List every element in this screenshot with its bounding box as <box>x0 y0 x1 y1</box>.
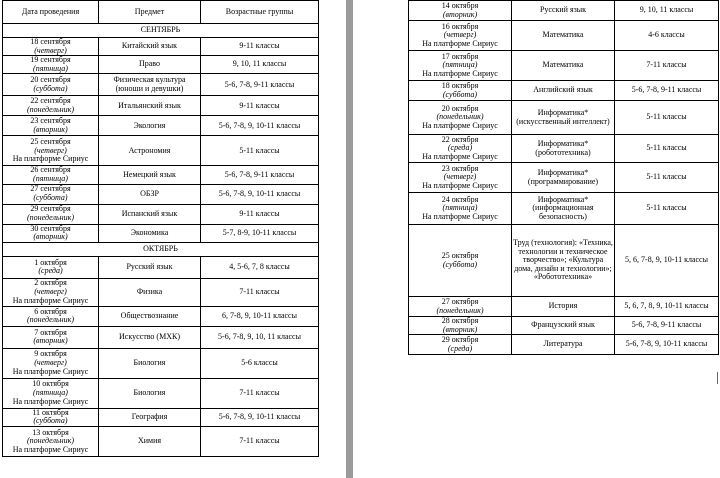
subject-cell: Экология <box>99 116 201 136</box>
subject-cell: ОБЗР <box>99 184 201 204</box>
table-row <box>409 317 719 335</box>
table-row <box>409 163 719 193</box>
date-cell <box>3 74 99 96</box>
date-text: 22 сентября <box>30 96 71 106</box>
ages-cell: 9-11 классы <box>201 38 319 56</box>
weekday-text: (четверг) <box>34 286 67 296</box>
date-cell <box>3 378 99 408</box>
subject-cell: Математика <box>512 51 615 81</box>
ages-cell: 5-6, 7-8, 9, 10-11 классы <box>201 184 319 204</box>
ages-cell: 5-11 классы <box>201 136 319 166</box>
ages-cell: 5-6, 7-8, 9, 10-11 классы <box>201 116 319 136</box>
table-row <box>3 136 319 166</box>
table-header-row <box>3 1 319 24</box>
table-row <box>409 225 719 297</box>
table-row <box>409 193 719 225</box>
weekday-text: (пятница) <box>33 63 68 73</box>
table-row <box>3 204 319 224</box>
subject-cell: Итальянский язык <box>99 96 201 116</box>
date-text: 27 октября <box>441 296 479 306</box>
weekday-text: (суббота) <box>33 416 68 426</box>
table-row <box>409 21 719 51</box>
weekday-text: (вторник) <box>442 9 478 19</box>
date-text: 17 октября <box>441 51 479 61</box>
table-row <box>3 256 319 278</box>
date-cell <box>409 335 512 355</box>
ages-cell: 4-6 классы <box>615 21 719 51</box>
ages-cell: 5-11 классы <box>615 135 719 163</box>
month-heading: СЕНТЯБРЬ <box>3 24 319 38</box>
date-text: 6 октября <box>34 306 67 316</box>
month-section-row <box>3 24 319 38</box>
date-cell <box>3 408 99 426</box>
ages-cell: 5-6, 7-8, 9-11 классы <box>201 166 319 184</box>
subject-cell: Труд (технология): «Техника, технологии и техническое творчество»; «Культура дома, дизайн и технологии»; «Робототехника» <box>512 225 615 297</box>
subject-cell: Испанский язык <box>99 204 201 224</box>
subject-cell: Физика <box>99 278 201 306</box>
subject-cell: Математика <box>512 21 615 51</box>
weekday-text: (вторник) <box>442 324 478 334</box>
table-row <box>3 306 319 326</box>
date-text: 28 октября <box>441 316 479 325</box>
weekday-text: (пятница) <box>33 387 68 397</box>
date-cell <box>3 426 99 456</box>
weekday-text: (четверг) <box>443 172 477 182</box>
date-text: 27 сентября <box>30 184 71 194</box>
subject-cell: Китайский язык <box>99 38 201 56</box>
platform-note: На платформе Сириус <box>12 396 89 406</box>
ages-cell: 4, 5-6, 7, 8 классы <box>201 256 319 278</box>
date-cell <box>3 96 99 116</box>
weekday-text: (суббота) <box>442 259 478 269</box>
date-cell <box>3 116 99 136</box>
table-row <box>3 38 319 56</box>
date-text: 1 октября <box>34 257 67 267</box>
ages-cell: 5-11 классы <box>615 101 719 135</box>
ages-cell: 5-11 классы <box>615 163 719 193</box>
date-text: 16 октября <box>441 21 479 31</box>
date-text: 22 октября <box>441 134 479 144</box>
date-text: 11 октября <box>32 408 69 417</box>
date-text: 13 октября <box>32 427 69 437</box>
platform-note: На платформе Сириус <box>422 120 498 130</box>
ages-cell: 5-6, 7-8, 9-11 классы <box>615 317 719 335</box>
platform-note: На платформе Сириус <box>12 154 89 164</box>
table-row <box>3 74 319 96</box>
ages-cell: 5, 6, 7-8, 9, 10-11 классы <box>615 225 719 297</box>
subject-cell: Литература <box>512 335 615 355</box>
ages-cell: 5-11 классы <box>615 193 719 225</box>
date-text: 20 сентября <box>30 75 71 85</box>
ages-cell: 9, 10, 11 классы <box>615 1 719 21</box>
date-cell <box>3 136 99 166</box>
page-edge-mark <box>717 372 718 384</box>
date-text: 29 октября <box>441 335 479 345</box>
ages-cell: 9, 10, 11 классы <box>201 56 319 74</box>
ages-cell: 5-6, 7-8, 9, 10-11 классы <box>201 408 319 426</box>
subject-cell: Искусство (МХК) <box>99 326 201 348</box>
subject-cell: Информатика* (программирование) <box>512 163 615 193</box>
date-text: 9 октября <box>34 349 67 359</box>
subject-cell: История <box>512 297 615 317</box>
weekday-text: (четверг) <box>34 357 67 367</box>
table-row <box>3 348 319 378</box>
date-text: 26 сентября <box>30 165 71 175</box>
date-cell <box>409 163 512 193</box>
date-text: 29 сентября <box>30 204 71 214</box>
month-section-row <box>3 242 319 256</box>
table-row <box>409 1 719 21</box>
subject-cell: Английский язык <box>512 81 615 101</box>
date-text: 18 сентября <box>30 37 71 46</box>
schedule-table-left <box>2 0 319 457</box>
platform-note: На платформе Сириус <box>422 68 498 78</box>
ages-cell: 9-11 классы <box>201 96 319 116</box>
header-subject: Предмет <box>99 1 201 24</box>
subject-cell: Физическая культура (юноши и девушки) <box>99 74 201 96</box>
table-row <box>3 116 319 136</box>
platform-note: На платформе Сириус <box>422 38 498 48</box>
weekday-text: (четверг) <box>34 45 67 55</box>
table-row <box>409 135 719 163</box>
schedule-table-right <box>408 0 719 355</box>
date-cell <box>3 326 99 348</box>
weekday-text: (суббота) <box>33 193 68 203</box>
ages-cell: 7-11 классы <box>615 51 719 81</box>
ages-cell: 6, 7-8, 9, 10-11 классы <box>201 306 319 326</box>
subject-cell: Астрономия <box>99 136 201 166</box>
weekday-text: (пятница) <box>442 203 478 213</box>
ages-cell: 5-6, 7-8, 9, 10-11 классы <box>615 335 719 355</box>
weekday-text: (понедельник) <box>436 112 484 122</box>
subject-cell: Право <box>99 56 201 74</box>
ages-cell: 9-11 классы <box>201 204 319 224</box>
table-row <box>3 184 319 204</box>
weekday-text: (понедельник) <box>436 305 484 315</box>
date-cell <box>409 1 512 21</box>
date-text: 24 октября <box>441 194 479 204</box>
subject-cell: География <box>99 408 201 426</box>
header-date: Дата проведения <box>3 1 99 24</box>
date-cell <box>409 193 512 225</box>
date-text: 2 октября <box>34 278 67 288</box>
table-row <box>3 408 319 426</box>
ages-cell: 5-6, 7-8, 9-11 классы <box>201 74 319 96</box>
date-cell <box>409 317 512 335</box>
date-cell <box>3 204 99 224</box>
subject-cell: Обществознание <box>99 306 201 326</box>
date-cell <box>409 21 512 51</box>
ages-cell: 5-6, 7-8, 9-11 классы <box>615 81 719 101</box>
table-row <box>3 166 319 184</box>
date-text: 23 сентября <box>30 116 71 126</box>
table-row <box>3 326 319 348</box>
platform-note: На платформе Сириус <box>422 151 498 161</box>
weekday-text: (вторник) <box>33 336 68 346</box>
page-gutter <box>346 0 353 478</box>
table-row <box>3 96 319 116</box>
ages-cell: 5-6 классы <box>201 348 319 378</box>
table-row <box>3 56 319 74</box>
ages-cell: 5-7, 8-9, 10-11 классы <box>201 224 319 242</box>
weekday-text: (суббота) <box>442 89 478 99</box>
platform-note: На платформе Сириус <box>12 444 89 454</box>
weekday-text: (вторник) <box>33 232 68 242</box>
date-text: 7 октября <box>34 327 67 337</box>
table-row <box>409 51 719 81</box>
date-text: 25 октября <box>441 250 479 260</box>
table-row <box>409 297 719 317</box>
platform-note: На платформе Сириус <box>12 295 89 305</box>
ages-cell: 7-11 классы <box>201 278 319 306</box>
date-cell <box>409 135 512 163</box>
schedule-table-left-body <box>3 1 319 457</box>
subject-cell: Информатика* (робототехника) <box>512 135 615 163</box>
table-row <box>3 426 319 456</box>
subject-cell: Экономика <box>99 224 201 242</box>
date-cell <box>3 278 99 306</box>
subject-cell: Информатика* (искусственный интеллект) <box>512 101 615 135</box>
platform-note: На платформе Сириус <box>422 211 498 221</box>
table-row <box>409 335 719 355</box>
date-cell <box>3 56 99 74</box>
date-cell <box>3 184 99 204</box>
table-row <box>409 101 719 135</box>
month-heading: ОКТЯБРЬ <box>3 242 319 256</box>
date-cell <box>409 297 512 317</box>
date-text: 18 октября <box>441 80 479 90</box>
date-cell <box>3 256 99 278</box>
date-text: 20 октября <box>441 103 479 113</box>
date-text: 19 сентября <box>30 55 71 65</box>
subject-cell: Химия <box>99 426 201 456</box>
ages-cell: 5, 6, 7, 8, 9, 10-11 классы <box>615 297 719 317</box>
subject-cell: Биология <box>99 378 201 408</box>
weekday-text: (пятница) <box>33 173 68 183</box>
subject-cell: Биология <box>99 348 201 378</box>
header-ages: Возрастные группы <box>201 1 319 24</box>
date-cell <box>409 225 512 297</box>
date-text: 25 сентября <box>30 136 71 146</box>
date-cell <box>3 348 99 378</box>
date-text: 23 октября <box>441 163 479 173</box>
date-cell <box>3 166 99 184</box>
date-cell <box>409 51 512 81</box>
date-cell <box>3 224 99 242</box>
weekday-text: (среда) <box>447 143 473 153</box>
weekday-text: (четверг) <box>443 30 477 40</box>
table-row <box>3 378 319 408</box>
table-row <box>409 81 719 101</box>
ages-cell: 7-11 классы <box>201 378 319 408</box>
date-cell <box>3 306 99 326</box>
weekday-text: (вторник) <box>33 124 68 134</box>
weekday-text: (среда) <box>38 266 63 276</box>
date-cell <box>409 101 512 135</box>
date-cell <box>3 38 99 56</box>
subject-cell: Русский язык <box>512 1 615 21</box>
weekday-text: (четверг) <box>34 145 67 155</box>
weekday-text: (понедельник) <box>27 213 74 223</box>
subject-cell: Немецкий язык <box>99 166 201 184</box>
weekday-text: (понедельник) <box>27 436 74 446</box>
table-row <box>3 278 319 306</box>
subject-cell: Информатика* (информационная безопасность) <box>512 193 615 225</box>
subject-cell: Французский язык <box>512 317 615 335</box>
date-cell <box>409 81 512 101</box>
date-text: 14 октября <box>441 0 479 10</box>
weekday-text: (среда) <box>447 343 473 353</box>
weekday-text: (пятница) <box>442 60 478 70</box>
weekday-text: (понедельник) <box>27 315 74 325</box>
platform-note: На платформе Сириус <box>422 180 498 190</box>
schedule-table-right-body <box>409 1 719 355</box>
weekday-text: (понедельник) <box>27 104 74 114</box>
date-text: 10 октября <box>32 379 69 389</box>
ages-cell: 7-11 классы <box>201 426 319 456</box>
date-text: 30 сентября <box>30 224 71 233</box>
ages-cell: 5-6, 7-8, 9, 10, 11 классы <box>201 326 319 348</box>
subject-cell: Русский язык <box>99 256 201 278</box>
weekday-text: (суббота) <box>33 83 68 93</box>
platform-note: На платформе Сириус <box>12 366 89 376</box>
table-row <box>3 224 319 242</box>
